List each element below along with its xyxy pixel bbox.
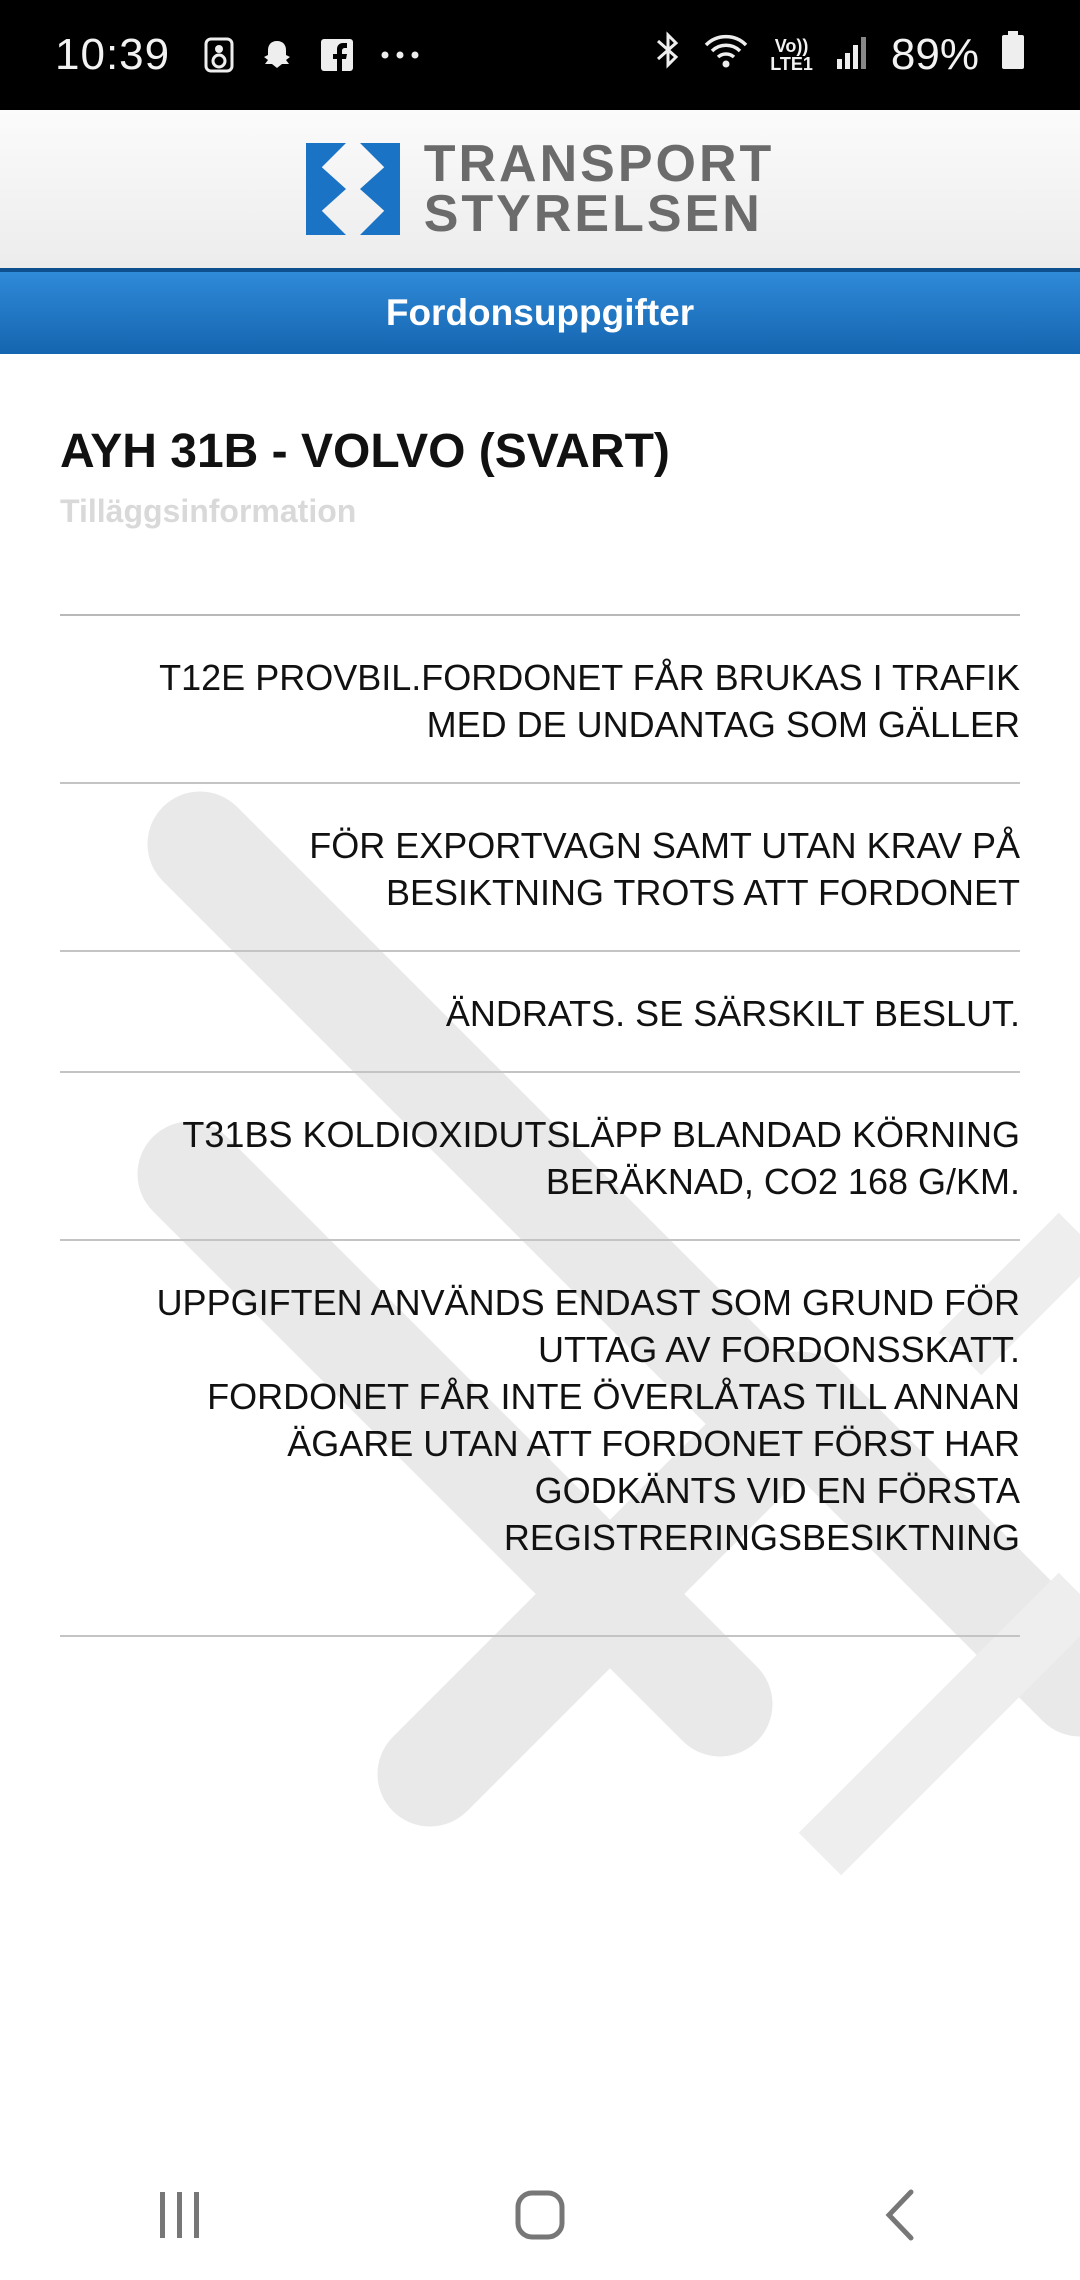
home-icon[interactable] [480,2165,600,2265]
logo-line-2: STYRELSEN [423,185,763,243]
sim-toolkit-icon [204,37,234,73]
back-icon[interactable] [840,2165,960,2265]
recent-apps-icon[interactable] [120,2165,240,2265]
system-nav-bar [0,2150,1080,2280]
list-item: ÄNDRATS. SE SÄRSKILT BESLUT. [60,952,1020,1073]
vehicle-details [60,354,1020,1637]
transportstyrelsen-logo [306,135,775,243]
logo-line-1: TRANSPORT [423,135,775,193]
section-subtitle: Tilläggsinformation [60,493,357,529]
volte-indicator: Vo)) LTE1 [770,36,813,74]
status-bar [0,0,1080,110]
list-item: T12E PROVBIL.FORDONET FÅR BRUKAS I TRAFIK MED DE UNDANTAG SOM GÄLLER [60,616,1020,784]
facebook-icon [320,38,354,72]
logo-mark-icon [306,143,400,235]
vehicle-title: AYH 31B - VOLVO (SVART) [60,425,670,478]
signal-icon [835,30,869,80]
wifi-icon [704,30,748,80]
clock: 10:39 [55,30,171,79]
info-list [60,614,1020,1637]
battery-percent: 89% [890,30,979,79]
list-item: FÖR EXPORTVAGN SAMT UTAN KRAV PÅ BESIKTNING TROTS ATT FORDONET [60,784,1020,952]
snapchat-icon [260,38,294,72]
page-title: Fordonsuppgifter [385,292,695,333]
more-notifications-icon [380,50,420,60]
list-item: UPPGIFTEN ANVÄNDS ENDAST SOM GRUND FÖR UTTAG AV FORDONSSKATT. FORDONET FÅR INTE ÖVERLÅTAS TILL ANNAN ÄGARE UTAN ATT FORDONET FÖRST HAR GODKÄNTS VID EN FÖRSTA REGISTRERINGSBESIKTNING [60,1241,1020,1637]
list-item: T31BS KOLDIOXIDUTSLÄPP BLANDAD KÖRNING BERÄKNAD, CO2 168 G/KM. [60,1073,1020,1241]
bluetooth-icon [654,30,682,80]
page-title-bar [0,268,1080,354]
battery-icon [1001,30,1025,80]
app-header [0,110,1080,268]
